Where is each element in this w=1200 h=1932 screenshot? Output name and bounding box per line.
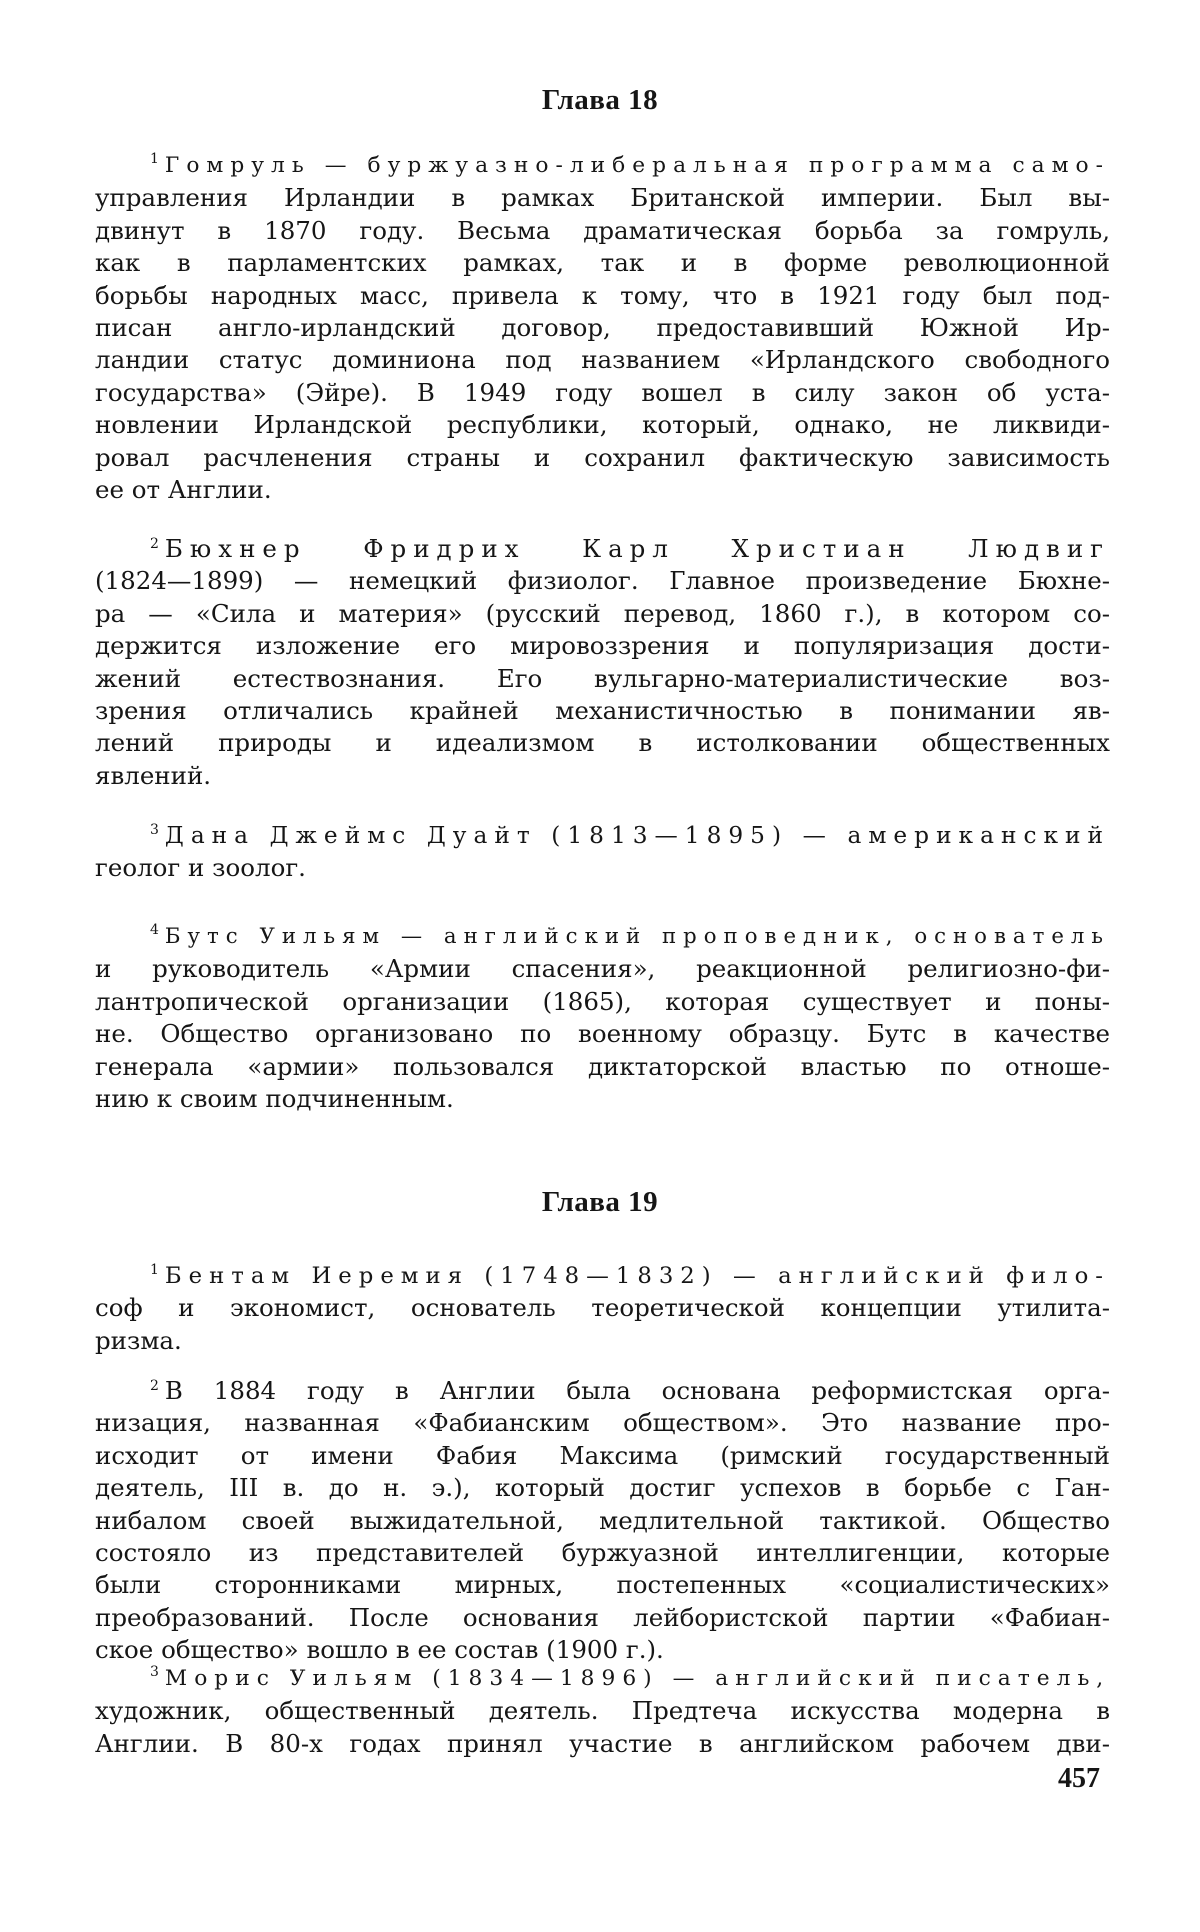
ch18-note-1-line-1: $^1$ Гомруль — буржуазно-либеральная программа само- [150, 151, 1110, 178]
ch18-note-4-line-1: $^4$ Бутс Уильям — английский проповедник, основатель [150, 922, 1110, 949]
ch19-note-2-line-7: были сторонниками мирных, постепенных «социалистических» [95, 1570, 1110, 1600]
ch18-note-2 [95, 528, 1110, 792]
ch19-note-3-line-2: художник, общественный деятель. Предтеча искусства модерна в [95, 1696, 1110, 1726]
ch18-note-2-line-1: $^2$ Бюхнер Фридрих Карл Христиан Людвиг [150, 534, 1110, 563]
ch19-note-1-line-2: соф и экономист, основатель теоретической концепции утилита- [95, 1293, 1110, 1323]
ch18-note-4-line-3: лантропической организации (1865), которая существует и поны- [95, 986, 1110, 1016]
ch18-note-4-line-5: генерала «армии» пользовался диктаторской властью по отноше- [95, 1051, 1110, 1081]
ch18-note-1-line-10: ровал расчленения страны и сохранил фактическую зависимость [95, 442, 1110, 472]
ch19-note-1-number: 1 [150, 1262, 159, 1278]
ch18-note-1-line-3: двинут в 1870 году. Весьма драматическая борьба за гомруль, [95, 215, 1110, 245]
ch19-note-2-line-3: исходит от имени Фабия Максима (римский государственный [95, 1440, 1110, 1470]
ch18-note-2-line-3: ра — «Сила и материя» (русский перевод, 1860 г.), в котором со- [95, 598, 1110, 628]
ch18-note-1-line-7: ландии статус доминиона под названием «Ирландского свободного [95, 345, 1110, 375]
ch18-note-4-line-2: и руководитель «Армии спасения», реакционной религиозно-фи- [95, 954, 1110, 984]
ch19-note-1 [95, 1254, 1110, 1357]
ch18-note-2-line-7: лений природы и идеализмом в истолковании общественных [95, 728, 1110, 758]
ch18-note-1-line-5: борьбы народных масс, привела к тому, что в 1921 году был под- [95, 280, 1110, 310]
ch19-note-3-line-3: Англии. В 80-х годах принял участие в английском рабочем дви- [95, 1728, 1110, 1758]
ch19-note-2-line-1: $^2$ В 1884 году в Англии была основана реформистская орга- [150, 1376, 1110, 1405]
ch19-note-2 [95, 1370, 1110, 1667]
ch18-note-3-line-1: $^3$ Дана Джеймс Дуайт (1813—1895) — американский [150, 822, 1110, 849]
ch19-note-3-line-1: $^3$ Морис Уильям (1834—1896) — английский писатель, [150, 1664, 1111, 1691]
ch18-note-3-line-2: геолог и зоолог. [95, 853, 306, 883]
ch19-note-2-line-2: низация, названная «Фабианским обществом». Это название про- [95, 1408, 1110, 1438]
ch18-note-4-line-6: нию к своим подчиненным. [95, 1084, 454, 1114]
ch18-note-3-number: 3 [150, 822, 159, 838]
ch19-note-2-line-8: преобразований. После основания лейбористской партии «Фабиан- [95, 1602, 1110, 1632]
ch18-note-2-line-5: жений естествознания. Его вульгарно-материалистические воз- [95, 663, 1110, 693]
ch19-note-1-line-3: ризма. [95, 1325, 182, 1355]
ch18-note-2-line-8: явлений. [95, 760, 212, 790]
ch19-note-2-line-6: состояло из представителей буржуазной интеллигенции, которые [95, 1538, 1110, 1568]
ch18-note-1-line-11: ее от Англии. [95, 475, 272, 505]
ch18-note-1-line-2: управления Ирландии в рамках Британской империи. Был вы- [95, 183, 1110, 213]
ch19-note-1-line-1: $^1$ Бентам Иеремия (1748—1832) — английский фило- [150, 1262, 1110, 1289]
ch18-note-1-line-9: новлении Ирландской республики, который, однако, не ликвиди- [95, 410, 1110, 440]
ch18-note-1-line-4: как в парламентских рамках, так и в форме революционной [95, 248, 1110, 278]
chapter-19-title: Глава 19 [541, 1186, 659, 1218]
ch19-note-2-line-9: ское общество» вошло в ее состав (1900 г.). [95, 1635, 664, 1665]
ch18-note-2-line-6: зрения отличались крайней механистичностью в понимании яв- [95, 696, 1110, 726]
ch19-note-2-line-5: нибалом своей выжидательной, медлительной тактикой. Общество [95, 1505, 1110, 1535]
ch19-note-3-number: 3 [150, 1664, 159, 1680]
ch18-note-1-line-8: государства» (Эйре). В 1949 году вошел в силу закон об уста- [95, 377, 1110, 407]
ch18-note-4-line-4: не. Общество организовано по военному образцу. Бутс в качестве [95, 1019, 1110, 1049]
ch18-note-3 [95, 814, 1110, 885]
ch18-note-2-line-2: (1824—1899) — немецкий физиолог. Главное произведение Бюхне- [95, 566, 1110, 596]
ch19-note-3 [95, 1656, 1110, 1760]
ch18-note-1 [95, 143, 1110, 506]
ch18-note-1-line-6: писан англо-ирландский договор, предоставивший Южной Ир- [95, 313, 1110, 343]
chapter-18-title: Глава 18 [541, 84, 659, 116]
ch18-note-4 [95, 914, 1110, 1115]
ch18-note-4-number: 4 [150, 922, 159, 938]
ch19-note-2-number: 2 [150, 1378, 159, 1394]
ch18-note-2-number: 2 [150, 536, 159, 552]
ch19-note-2-line-4: деятель, III в. до н. э.), который достиг успехов в борьбе с Ган- [95, 1473, 1110, 1503]
ch18-note-2-line-4: держится изложение его мировоззрения и популяризация дости- [95, 631, 1110, 661]
page-number: 457 [1058, 1763, 1100, 1794]
ch18-note-1-number: 1 [150, 151, 159, 167]
